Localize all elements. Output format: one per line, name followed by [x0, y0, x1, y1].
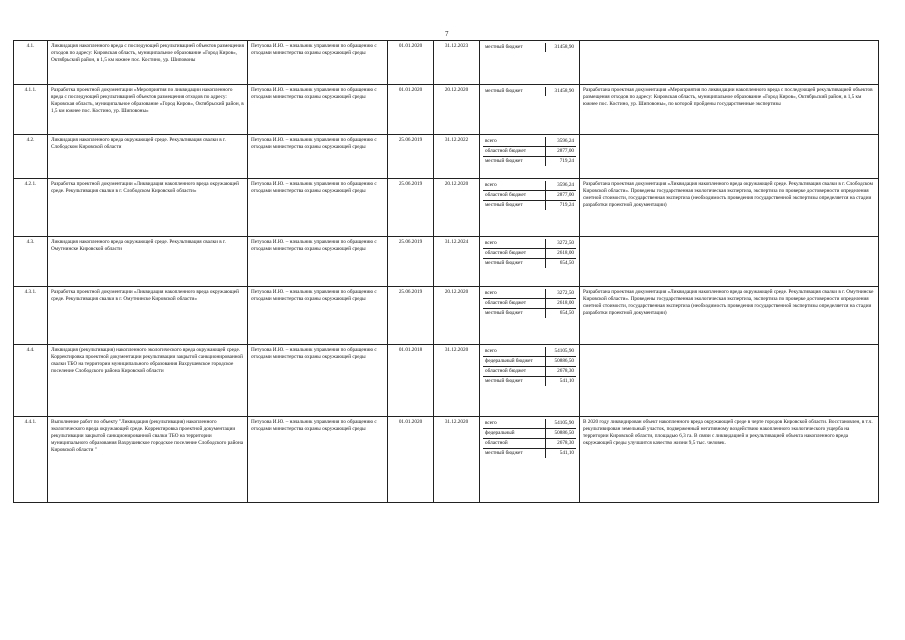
- end-date: 31.12.2020: [434, 417, 480, 503]
- row-number: 4.3.: [14, 237, 48, 287]
- funding-source: областной: [483, 439, 545, 449]
- funding-source: местный бюджет: [483, 377, 545, 387]
- funding-source: местный бюджет: [483, 157, 545, 167]
- row-number: 4.1.1.: [14, 85, 48, 135]
- row-number: 4.3.1.: [14, 287, 48, 345]
- funding-row: [483, 249, 576, 259]
- measure-description: Ликвидация (рекультивация) накопленного экологического вреда окружающей среде. Корректировка проектной документации рекультивации закрытой санкционированной свалки ТБО на территории муниципального образования Вахрушевское городское поселение Слободского района Кировской области: [48, 345, 248, 417]
- funding-cell: [480, 417, 580, 503]
- funding-source: федеральный: [483, 429, 545, 439]
- start-date: 25.06.2019: [388, 237, 434, 287]
- expected-result: Разработана проектная документация «Мероприятия по ликвидации накопленного вреда с последующей рекультивацией объектов размещения отходов по адресу: Кировская область, муниципальное образование «Город Киров», Октябрьский район, в 1,5 км южнее пос. Костино, ур. Шиповоны», по которой пройдены государственные экспертизы: [580, 85, 879, 135]
- start-date: 01.01.2020: [388, 417, 434, 503]
- start-date: 01.01.2020: [388, 41, 434, 85]
- funding-amount: 654,50: [559, 310, 574, 317]
- funding-table: [483, 347, 576, 386]
- measure-description: Ликвидация накопленного вреда с последующей рекультивацией объектов размещения отходов по адресу: Кировская область, муниципальное образование «Город Киров», Октябрьский район, в 1,5 км южнее пос. Костино, ур. Шиповоны: [48, 41, 248, 85]
- measures-table: [13, 40, 879, 503]
- start-date: 25.06.2019: [388, 287, 434, 345]
- responsible-person: Петухова И.Ю. – начальник управления по обращению с отходами министерства охраны окружающей среды: [248, 345, 388, 417]
- funding-row: [483, 439, 576, 449]
- funding-cell: [480, 345, 580, 417]
- funding-amount: 654,50: [559, 260, 574, 267]
- funding-table: [483, 239, 576, 268]
- funding-source: областной бюджет: [483, 367, 545, 377]
- funding-amount: 2618,00: [545, 299, 576, 309]
- funding-amount: 719,24: [559, 202, 574, 209]
- responsible-person: Петухова И.Ю. – начальник управления по обращению с отходами министерства охраны окружающей среды: [248, 85, 388, 135]
- funding-table: [483, 137, 576, 166]
- end-date: 20.12.2020: [434, 85, 480, 135]
- funding-row: [483, 239, 576, 249]
- start-date: 01.01.2018: [388, 345, 434, 417]
- expected-result: В 2020 году ликвидирован объект накопленного вреда окружающей среде в черте городов Кировской области. Восстановлен, в т.ч. рекультивирован земельный участок, подверженный негативному воздействию накопленного экологического ущерба на территории Кировской области, площадью 6,3 га. В связи с ликвидацией и рекультивацией объекта накопленного вреда окружающей среды улучшится качество жизни 9,5 тыс. человек.: [580, 417, 879, 503]
- funding-table: [483, 181, 576, 210]
- responsible-person: Петухова И.Ю. – начальник управления по обращению с отходами министерства охраны окружающей среды: [248, 237, 388, 287]
- funding-cell: [480, 237, 580, 287]
- responsible-person: Петухова И.Ю. – начальник управления по обращению с отходами министерства охраны окружающей среды: [248, 41, 388, 85]
- funding-source: местный бюджет: [483, 87, 545, 96]
- funding-amount: 54105,90: [545, 347, 576, 357]
- funding-amount: 719,24: [559, 158, 574, 165]
- expected-result: Разработана проектная документация «Ликвидация накопленного вреда окружающей среде. Рекультивация свалки в г. Слободском Кировской области». Проведены государственная экологическая экспертиза, экспертиза по проверке достоверности определения сметной стоимости, государственная экспертиза (необходимость проведения государственной экспертизы определяется на стадии разработки проектной документации): [580, 179, 879, 237]
- funding-row: [483, 429, 576, 439]
- expected-result: [580, 237, 879, 287]
- funding-row: [483, 147, 576, 157]
- responsible-person: Петухова И.Ю. – начальник управления по обращению с отходами министерства охраны окружающей среды: [248, 287, 388, 345]
- funding-source: областной бюджет: [483, 299, 545, 309]
- funding-amount: 3596,24: [545, 137, 576, 147]
- funding-amount: 50886,50: [545, 357, 576, 367]
- funding-amount: 2877,00: [545, 191, 576, 201]
- funding-amount: 31458,90: [554, 88, 574, 94]
- measure-description: Ликвидация накопленного вреда окружающей среде. Рекультивация свалки в г. Слободском Кировской области: [48, 135, 248, 179]
- funding-table: [483, 289, 576, 318]
- expected-result: [580, 345, 879, 417]
- funding-amount: 3272,50: [545, 289, 576, 299]
- funding-source: местный бюджет: [483, 43, 545, 52]
- expected-result: [580, 41, 879, 85]
- funding-amount: 2618,00: [545, 249, 576, 259]
- expected-result: Разработана проектная документация «Ликвидация накопленного вреда окружающей среде. Рекультивация свалки в г. Омутнинске Кировской области». Проведены государственная экологическая экспертиза, экспертиза по проверке достоверности определения сметной стоимости, государственная экспертиза (необходимость проведения государственной экспертизы определяется на стадии разработки проектной документации): [580, 287, 879, 345]
- funding-row: [483, 201, 576, 211]
- row-number: 4.4.1.: [14, 417, 48, 503]
- funding-table: [483, 87, 576, 96]
- start-date: 25.06.2019: [388, 179, 434, 237]
- funding-source: всего: [483, 239, 545, 249]
- funding-amount: 2678,30: [545, 367, 576, 377]
- table-row: [14, 135, 879, 179]
- measure-description: Ликвидация накопленного вреда окружающей среде. Рекультивация свалки в г. Омутнинске Кировской области: [48, 237, 248, 287]
- funding-row: [483, 157, 576, 167]
- funding-row: [483, 377, 576, 387]
- funding-cell: [480, 135, 580, 179]
- funding-source: местный бюджет: [483, 201, 545, 211]
- end-date: 20.12.2020: [434, 179, 480, 237]
- funding-cell: [480, 41, 580, 85]
- table-row: [14, 41, 879, 85]
- funding-source: федеральный бюджет: [483, 357, 545, 367]
- funding-row: [483, 43, 576, 52]
- funding-table: [483, 419, 576, 458]
- funding-row: [483, 181, 576, 191]
- funding-row: [483, 449, 576, 459]
- funding-source: всего: [483, 137, 545, 147]
- table-row: [14, 237, 879, 287]
- end-date: 31.12.2023: [434, 41, 480, 85]
- funding-row: [483, 137, 576, 147]
- funding-amount: 2877,00: [545, 147, 576, 157]
- funding-row: [483, 357, 576, 367]
- funding-source: областной бюджет: [483, 191, 545, 201]
- funding-source: местный бюджет: [483, 259, 545, 269]
- row-number: 4.2.1.: [14, 179, 48, 237]
- funding-cell: [480, 85, 580, 135]
- funding-row: [483, 191, 576, 201]
- funding-amount: 50886,50: [545, 429, 576, 439]
- funding-row: [483, 289, 576, 299]
- funding-table: [483, 43, 576, 52]
- measure-description: Выполнение работ по объекту "Ликвидация (рекультивация) накопленного экологического вреда окружающей среде. Корректировка проектной документации рекультивации закрытой санкционированной свалки ТБО на территории муниципального образования Вахрушевское городское поселение Слободского района Кировской области ": [48, 417, 248, 503]
- end-date: 31.12.2022: [434, 135, 480, 179]
- funding-amount: 3596,24: [545, 181, 576, 191]
- funding-row: [483, 299, 576, 309]
- measure-description: Разработка проектной документации «Ликвидация накопленного вреда окружающей среде. Рекультивация свалки в г. Слободском Кировской области»: [48, 179, 248, 237]
- funding-row: [483, 419, 576, 429]
- funding-row: [483, 87, 576, 96]
- end-date: 20.12.2020: [434, 287, 480, 345]
- funding-source: всего: [483, 347, 545, 357]
- funding-row: [483, 367, 576, 377]
- funding-row: [483, 259, 576, 269]
- page-number: 7: [445, 30, 449, 38]
- table-row: [14, 85, 879, 135]
- table-row: [14, 179, 879, 237]
- funding-row: [483, 309, 576, 319]
- responsible-person: Петухова И.Ю. – начальник управления по обращению с отходами министерства охраны окружающей среды: [248, 135, 388, 179]
- funding-cell: [480, 179, 580, 237]
- funding-source: всего: [483, 419, 545, 429]
- table-row: [14, 287, 879, 345]
- funding-source: всего: [483, 289, 545, 299]
- funding-cell: [480, 287, 580, 345]
- funding-row: [483, 347, 576, 357]
- funding-amount: 541,10: [559, 450, 574, 457]
- funding-amount: 31458,90: [554, 44, 574, 50]
- funding-amount: 3272,50: [545, 239, 576, 249]
- table-row: [14, 417, 879, 503]
- row-number: 4.4.: [14, 345, 48, 417]
- funding-source: всего: [483, 181, 545, 191]
- measure-description: Разработка проектной документации «Мероприятия по ликвидации накопленного вреда с последующей рекультивацией объектов размещения отходов по адресу: Кировская область, муниципальное образование «Город Киров», Октябрьский район, в 1,5 км южнее пос. Костино, ур. Шиповоны»: [48, 85, 248, 135]
- funding-amount: 541,10: [559, 378, 574, 385]
- start-date: 25.06.2019: [388, 135, 434, 179]
- table-row: [14, 345, 879, 417]
- expected-result: [580, 135, 879, 179]
- start-date: 01.01.2020: [388, 85, 434, 135]
- funding-source: областной бюджет: [483, 147, 545, 157]
- row-number: 4.2.: [14, 135, 48, 179]
- row-number: 4.1.: [14, 41, 48, 85]
- funding-source: областной бюджет: [483, 249, 545, 259]
- end-date: 31.12.2020: [434, 345, 480, 417]
- funding-source: местный бюджет: [483, 449, 545, 459]
- end-date: 31.12.2024: [434, 237, 480, 287]
- responsible-person: Петухова И.Ю. – начальник управления по обращению с отходами министерства охраны окружающей среды: [248, 179, 388, 237]
- funding-amount: 2678,30: [545, 439, 576, 449]
- funding-source: местный бюджет: [483, 309, 545, 319]
- funding-amount: 54105,90: [545, 419, 576, 429]
- responsible-person: Петухова И.Ю. – начальник управления по обращению с отходами министерства охраны окружающей среды: [248, 417, 388, 503]
- measure-description: Разработка проектной документации «Ликвидация накопленного вреда окружающей среде. Рекультивация свалки в г. Омутнинске Кировской области»: [48, 287, 248, 345]
